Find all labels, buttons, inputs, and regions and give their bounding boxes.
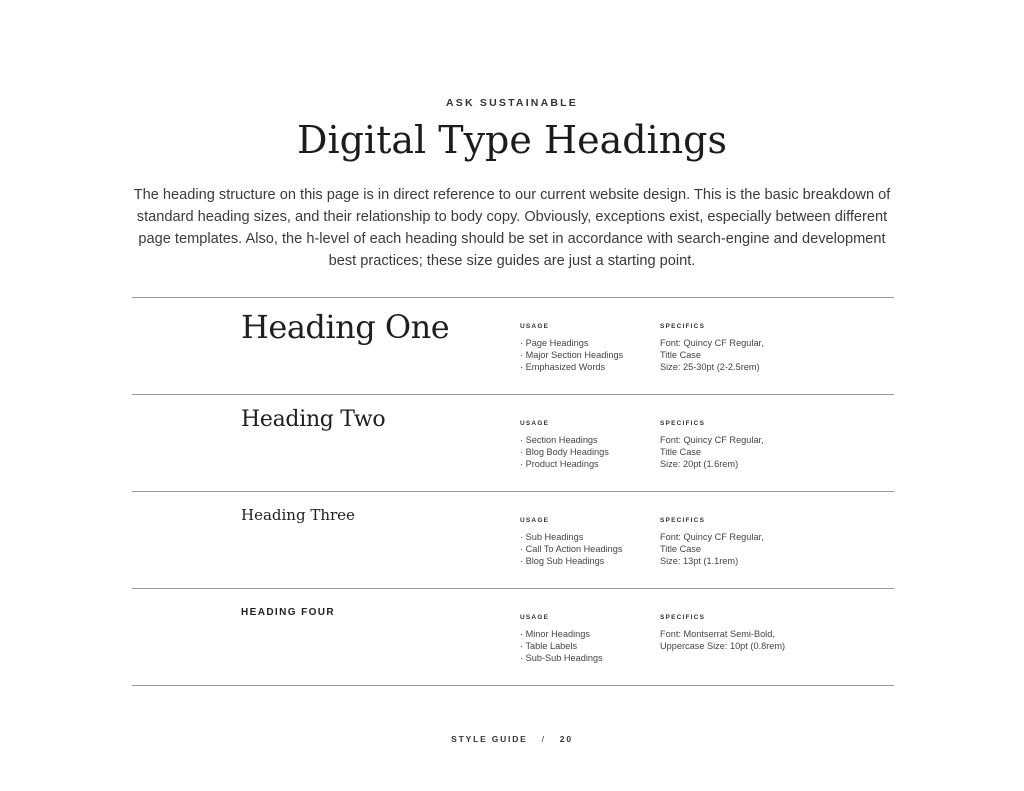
- usage-item: · Blog Body Headings: [520, 446, 609, 457]
- specifics-item: Uppercase Size: 10pt (0.8rem): [660, 640, 786, 651]
- usage-label: USAGE: [520, 323, 550, 330]
- usage-item: · Blog Sub Headings: [520, 555, 605, 566]
- usage-item: · Minor Headings: [520, 629, 590, 639]
- heading-four-sample: HEADING FOUR: [241, 607, 336, 618]
- specifics-list: [660, 338, 764, 373]
- specifics-label: SPECIFICS: [660, 323, 706, 330]
- heading-row-three: [132, 491, 894, 588]
- usage-label: USAGE: [520, 517, 550, 524]
- specifics-item: Font: Quincy CF Regular,: [660, 435, 764, 445]
- specifics-list: [660, 435, 764, 470]
- footer-section-label: STYLE GUIDE: [451, 734, 528, 744]
- footer-separator: /: [541, 734, 546, 744]
- heading-row-one: [132, 297, 894, 394]
- specifics-item: Size: 13pt (1.1rem): [660, 555, 739, 566]
- page-number: 20: [559, 734, 573, 744]
- specifics-item: Font: Montserrat Semi-Bold,: [660, 629, 775, 639]
- specifics-item: Font: Quincy CF Regular,: [660, 532, 764, 542]
- specifics-item: Size: 25-30pt (2-2.5rem): [660, 361, 760, 372]
- specifics-list: [660, 629, 785, 653]
- intro-paragraph: The heading structure on this page is in direct reference to our current website design. This is the basic breakdown of standard heading sizes, and their relationship to body copy. Obviously, exceptions exist, especially between different page templates. Also, the h-level of each heading should be set in accordance with search-engine and development best practices; these size guides are just a starting point.: [133, 187, 891, 269]
- specifics-label: SPECIFICS: [660, 614, 706, 621]
- specifics-item: Font: Quincy CF Regular,: [660, 338, 764, 348]
- specifics-item: Title Case: [660, 543, 702, 554]
- usage-list: [520, 338, 623, 373]
- heading-three-sample: Heading Three: [241, 506, 355, 524]
- usage-item: · Sub Headings: [520, 532, 584, 542]
- usage-item: · Call To Action Headings: [520, 543, 623, 554]
- usage-list: [520, 435, 609, 470]
- usage-item: · Major Section Headings: [520, 349, 624, 360]
- specifics-item: Size: 20pt (1.6rem): [660, 458, 739, 469]
- usage-label: USAGE: [520, 614, 550, 621]
- usage-label: USAGE: [520, 420, 550, 427]
- heading-row-four: [132, 588, 894, 686]
- usage-list: [520, 532, 622, 567]
- specifics-list: [660, 532, 764, 567]
- brand-eyebrow: ASK SUSTAINABLE: [446, 97, 578, 109]
- usage-item: · Product Headings: [520, 458, 599, 469]
- usage-item: · Sub-Sub Headings: [520, 652, 603, 663]
- specifics-item: Title Case: [660, 446, 702, 457]
- usage-item: · Section Headings: [520, 435, 598, 445]
- specifics-label: SPECIFICS: [660, 517, 706, 524]
- heading-table: [132, 297, 894, 686]
- heading-two-sample: Heading Two: [241, 407, 386, 432]
- specifics-label: SPECIFICS: [660, 420, 706, 427]
- specifics-item: Title Case: [660, 349, 702, 360]
- page-footer: [0, 734, 1024, 744]
- page-title: Digital Type Headings: [296, 118, 728, 162]
- usage-item: · Emphasized Words: [520, 361, 606, 372]
- usage-item: · Table Labels: [520, 640, 578, 651]
- heading-row-two: [132, 394, 894, 491]
- heading-one-sample: Heading One: [241, 308, 450, 346]
- usage-item: · Page Headings: [520, 338, 589, 348]
- usage-list: [520, 629, 603, 664]
